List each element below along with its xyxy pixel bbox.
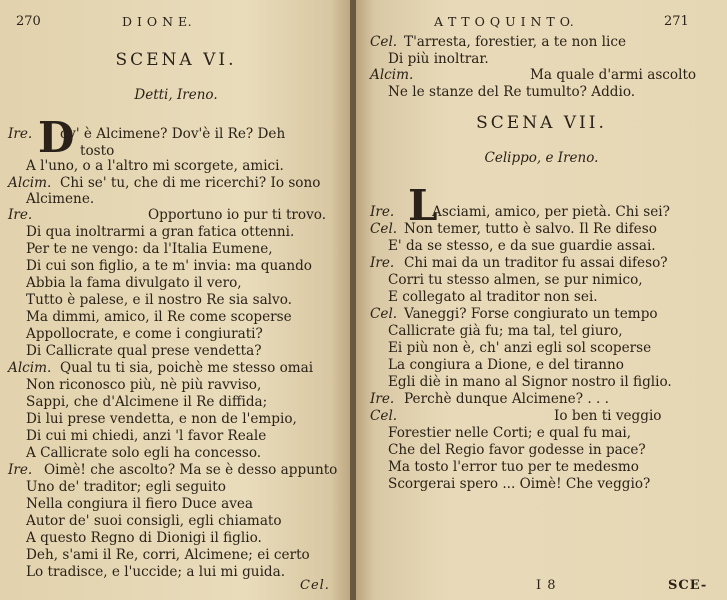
drop-cap: D [38,113,75,162]
verse-line: E collegato al traditor non sei. [388,289,598,305]
verse-line: Ma tosto l'error tuo per te medesmo [388,459,639,475]
verse-line: Di lui prese vendetta, e non de l'empio, [26,411,297,427]
verse-line: Io ben ti veggio [554,408,662,424]
verse-line: Autor de' suoi consigli, egli chiamato [26,513,282,529]
verse-line: Ma dimmi, amico, il Re come scoperse [26,309,292,325]
speaker-label: Cel. [370,34,398,50]
speaker-label: Alcim. [370,67,414,83]
speaker-label: Cel. [370,408,398,424]
verse-line: Per te ne vengo: da l'Italia Eumene, [26,241,273,257]
verse-line: Qual tu ti sia, poichè me stesso omai [60,360,314,376]
verse-line: Vaneggi? Forse congiurato un tempo [404,306,658,322]
catchword-left: Cel. [300,578,330,593]
verse-line: Corri tu stesso almen, se pur nimico, [388,272,643,288]
verse-line: ov' è Alcimene? Dov'è il Re? Deh [60,126,286,142]
right-page [356,0,727,600]
verse-line: Che del Regio favor godesse in pace? [388,442,646,458]
speaker-label: Ire. [8,207,33,223]
speaker-label: Ire. [370,391,395,407]
verse-line: Non temer, tutto è salvo. Il Re difeso [404,221,657,237]
running-head-right: A T T O Q U I N T O. [434,14,575,29]
verse-line: A questo Regno di Dionigi il figlio. [26,530,262,546]
scene-title: SCENA VI. [115,50,237,70]
verse-line: Di più inoltrar. [388,51,489,67]
verse-line: Perchè dunque Alcimene? . . . [404,391,609,407]
verse-line: Lo tradisce, e l'uccide; a lui mi guida. [26,564,286,580]
left-page [0,0,352,600]
verse-line: Ma quale d'armi ascolto [530,67,697,83]
verse-line: Di Callicrate qual prese vendetta? [26,343,262,359]
page-number-left: 270 [16,14,41,29]
verse-line: tosto [80,143,115,159]
speaker-label: Ire. [8,126,33,142]
page-number-right: 271 [664,14,689,29]
verse-line: Deh, s'ami il Re, corri, Alcimene; ei certo [26,547,310,563]
verse-line: Callicrate già fu; ma tal, tel giuro, [388,323,623,339]
verse-line: Chi se' tu, che di me ricerchi? Io sono [60,175,321,191]
speaker-label: Alcim. [8,175,52,191]
speaker-label: Ire. [370,255,395,271]
drop-cap: L [408,181,438,230]
verse-line: Di qua inoltrarmi a gran fatica ottenni. [26,224,295,240]
verse-line: La congiura a Dione, e del tiranno [388,357,624,373]
catchword-right: SCE- [668,578,708,593]
verse-line: Egli diè in mano al Signor nostro il figlio. [388,374,672,390]
verse-line: Tutto è palese, e il nostro Re sia salvo. [26,292,292,308]
speaker-label: Alcim. [8,360,52,376]
scene-cast: Celippo, e Ireno. [484,150,599,166]
verse-line: Asciami, amico, per pietà. Chi sei? [432,204,670,220]
verse-line: A Callicrate solo egli ha concesso. [26,445,262,461]
verse-line: Scorgerai spero ... Oimè! Che veggio? [388,476,651,492]
verse-line: Chi mai da un traditor fu assai difeso? [404,255,668,271]
speaker-label: Cel. [370,306,398,322]
speaker-label: Cel. [370,221,398,237]
verse-line: Opportuno io pur ti trovo. [148,207,327,223]
scene-title: SCENA VII. [476,113,607,133]
verse-line: Ei più non è, ch' anzi egli sol scoperse [388,340,652,356]
verse-line: Di cui son figlio, a te m' invia: ma quando [26,258,312,274]
verse-line: Alcimene. [26,191,95,207]
verse-line: T'arresta, forestier, a te non lice [404,34,626,50]
verse-line: A l'uno, o a l'altro mi scorgete, amici. [26,158,284,174]
speaker-label: Ire. [370,204,395,220]
verse-line: Forestier nelle Corti; e qual fu mai, [388,425,632,441]
speaker-label: Ire. [8,462,33,478]
verse-line: Ne le stanze del Re tumulto? Addio. [388,84,636,100]
verse-line: Abbia la fama divulgato il vero, [26,275,242,291]
verse-line: Non riconosco più, nè più ravviso, [26,377,262,393]
verse-line: Appollocrate, e come i congiurati? [26,326,263,342]
signature-mark: I 8 [536,578,557,593]
running-head-left: D I O N E. [122,14,193,29]
verse-line: Sappi, che d'Alcimene il Re diffida; [26,394,268,410]
verse-line: E' da se stesso, e da sue guardie assai. [388,238,656,254]
verse-line: Oimè! che ascolto? Ma se è desso appunto [44,462,338,478]
verse-line: Di cui mi chiedi, anzi 'l favor Reale [26,428,267,444]
scene-cast: Detti, Ireno. [134,87,218,103]
verse-line: Nella congiura il fiero Duce avea [26,496,254,512]
verse-line: Uno de' traditor; egli seguito [26,479,226,495]
